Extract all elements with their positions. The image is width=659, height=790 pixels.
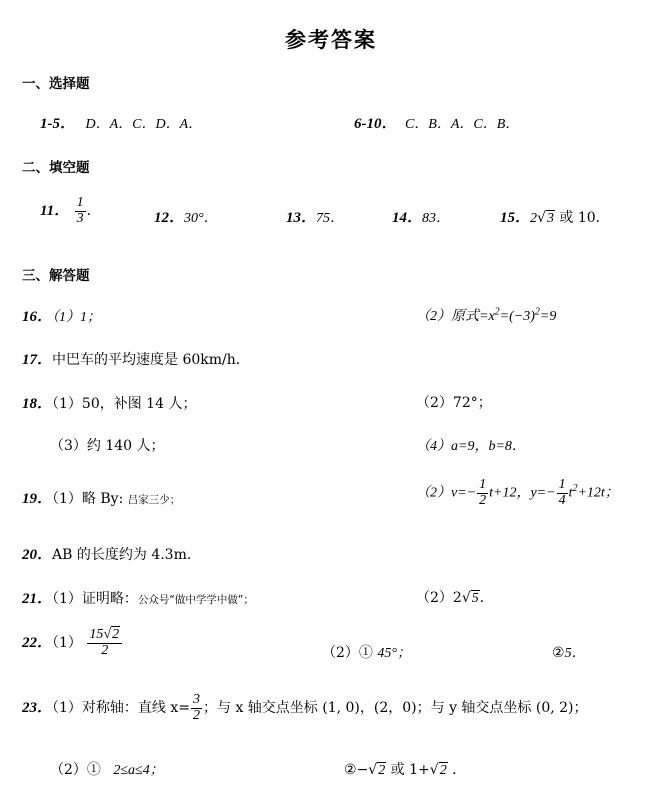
answer-text: ；与 x 轴交点坐标 (1, 0)，(2，0)；与 y 轴交点坐标 (0, 2)； [203,700,588,717]
numerator: 1 [479,477,487,492]
radicand: 2 [439,763,447,778]
mc-group-1 [40,112,202,133]
answer-18-part2: （2）72°； [416,395,492,411]
answer-text: （1）略 By: [52,491,124,507]
answer-18-part1 [22,392,196,413]
mc-group-1-number: 1-5． [40,116,75,132]
answer-tail: 或 10． [559,210,610,226]
circled-number: ② [552,645,565,661]
question-number: 19． [22,491,53,507]
sqrt-sign: √ [537,210,546,226]
mc-group-2-number: 6-10． [354,116,397,132]
answer-11 [40,196,101,226]
circled-number: ① [86,762,101,778]
sqrt-sign: √ [429,762,439,778]
answer-23-part2 [50,759,164,779]
handwritten-note: 公众号“做中学学中做”； [137,594,254,606]
answer-21-part2 [416,587,494,607]
numerator-coefficient: 15 [89,627,104,642]
question-number: 20． [22,547,53,563]
question-number: 14． [392,210,423,226]
answer-text: +12t； [577,485,619,501]
answer-text: AB 的长度约为 4.3m． [52,547,201,563]
sqrt-sign: √ [461,590,471,606]
answer-value: 45°； [377,646,411,661]
question-number: 22． [22,635,53,652]
denominator: 2 [101,642,109,658]
denominator: 2 [193,707,200,723]
mc-group-1-answers: D．A．C．D．A． [85,117,203,132]
answer-14 [392,206,450,227]
answer-18-part4: （4）a=9，b=8． [416,439,526,454]
answer-text: t+12，y=− [489,485,556,501]
question-number: 15． [500,210,531,226]
answer-text: 或 1+ [390,762,430,778]
question-number: 13． [286,210,317,226]
answer-text: （2）原式=x [416,309,495,324]
answer-value: 75． [316,211,345,226]
answer-text: （1） [52,635,82,652]
radicand: 2 [378,763,386,778]
answer-text: （1）对称轴：直线 x= [52,700,190,717]
answer-value: 30°． [184,211,218,226]
sqrt-sign: √ [368,762,378,778]
fraction [477,478,488,508]
answer-text: 中巴车的平均速度是 60km/h． [52,352,250,368]
denominator: 3 [76,210,84,226]
answer-22-part1 [22,628,123,658]
numerator: 1 [558,477,566,492]
section-heading-solve: 三、解答题 [22,268,90,284]
answer-text: （2）v=− [416,485,477,501]
denominator: 2 [479,492,487,508]
exponent: 2 [572,482,578,494]
page-title: 参考答案 [285,28,377,52]
answer-20 [22,543,201,564]
handwritten-note: 吕家三少； [127,494,181,506]
fraction [557,478,568,508]
answer-text: （2）2 [416,590,462,606]
fraction [191,693,202,723]
denominator: 4 [558,492,566,508]
section-heading-fill: 二、填空题 [22,160,90,176]
answer-12 [154,206,218,227]
answer-value: 83． [422,211,451,226]
answer-16-part2 [416,305,556,325]
period: ． [86,203,101,220]
answer-17 [22,348,250,369]
question-number: 23． [22,700,53,717]
exponent: 2 [534,306,540,318]
answer-13 [286,206,344,227]
circled-number: ② [344,762,357,778]
answer-23-part1 [22,693,588,723]
answer-23-part3 [344,759,466,779]
answer-22-part2 [322,642,411,662]
answer-19-part1 [22,487,180,508]
question-number: 11． [40,203,70,220]
circled-number: ① [358,645,373,661]
answer-text: （2） [50,762,87,778]
answer-value: 2≤a≤4； [113,763,164,778]
mc-group-2-answers: C．B．A．C．B． [404,117,520,132]
fraction [87,628,122,658]
answer-text: （2） [322,645,359,661]
answer-text: （1）50，补图 14 人； [52,396,197,412]
answer-value: 5． [564,646,586,661]
answer-text: − [356,762,369,778]
answer-22-part3 [552,642,586,662]
answer-15 [500,206,610,227]
answer-text: t [568,485,573,501]
question-number: 16． [22,309,53,325]
question-number: 12． [154,210,185,226]
fraction [75,196,86,226]
sqrt-sign: √ [103,627,112,642]
question-number: 17． [22,352,53,368]
answer-text: ． [452,762,467,778]
answer-text: ． [479,590,494,606]
answer-21-part1 [22,587,254,608]
answer-text: （1）1； [52,310,102,325]
exponent: 2 [494,306,500,318]
radicand: 3 [546,211,554,226]
numerator: 1 [76,195,84,210]
answer-text: =9 [539,309,557,324]
answer-18-part3: （3）约 140 人； [50,438,165,454]
section-heading-choice: 一、选择题 [22,76,90,92]
answer-16-part1 [22,305,101,326]
answer-text: =(−3) [499,309,535,324]
numerator: 3 [193,692,200,707]
question-number: 21． [22,591,53,607]
answer-19-part2 [416,478,619,508]
mc-group-2 [354,112,519,133]
coefficient: 2 [530,211,538,226]
radicand: 2 [112,627,120,642]
question-number: 18． [22,396,53,412]
radicand: 5 [471,591,479,606]
answer-text: （1）证明略： [52,591,138,607]
